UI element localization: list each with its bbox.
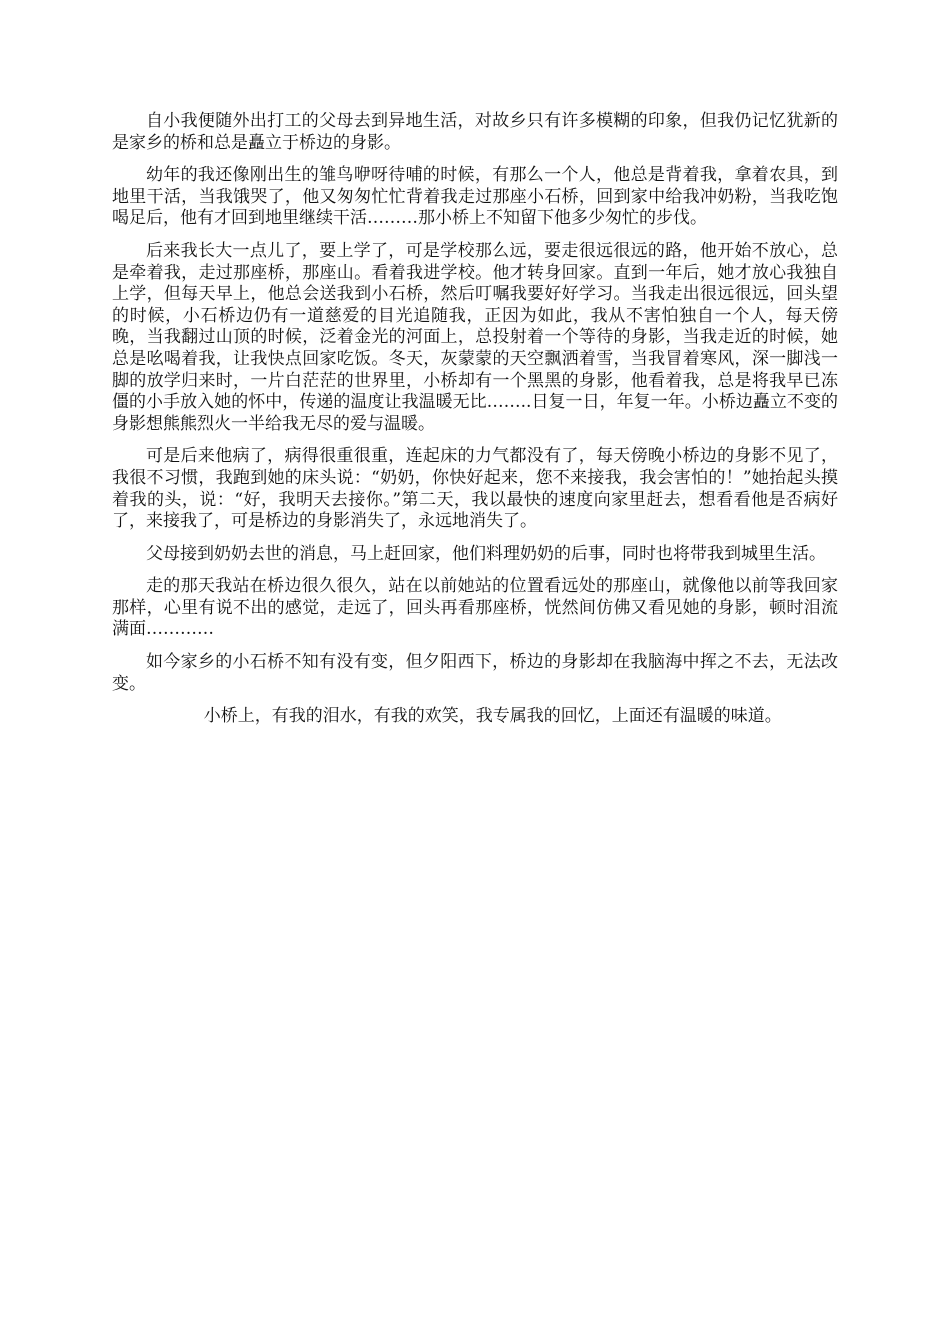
paragraph-7: 如今家乡的小石桥不知有没有变，但夕阳西下，桥边的身影却在我脑海中挥之不去，无法改变。 [112, 652, 838, 694]
closing-paragraph: 小桥上，有我的泪水，有我的欢笑，我专属我的回忆，上面还有温暖的味道。 [203, 706, 782, 727]
document-body [112, 111, 838, 739]
paragraph-5: 父母接到奶奶去世的消息，马上赶回家，他们料理奶奶的后事，同时也将带我到城里生活。 [146, 543, 826, 564]
paragraph-1: 自小我便随外出打工的父母去到异地生活，对故乡只有许多模糊的印象，但我仍记忆犹新的是家乡的桥和总是矗立于桥边的身影。 [112, 111, 838, 153]
paragraph-2: 幼年的我还像刚出生的雏鸟咿呀待哺的时候，有那么一个人，他总是背着我，拿着农具，到地里干活，当我饿哭了，他又匆匆忙忙背着我走过那座小石桥，回到家中给我冲奶粉，当我吃饱喝足后，他有才回到地里继续干活………那小桥上不知留下他多少匆忙的步伐。 [112, 165, 838, 229]
paragraph-3: 后来我长大一点儿了，要上学了，可是学校那么远，要走很远很远的路，他开始不放心，总是牵着我，走过那座桥，那座山。看着我进学校。他才转身回家。直到一年后，她才放心我独自上学，但每天早上，他总会送我到小石桥，然后叮嘱我要好好学习。当我走出很远很远，回头望的时候，小石桥边仍有一道慈爱的目光追随我，正因为如此，我从不害怕独自一个人，每天傍晚，当我翻过山顶的时候，泛着金光的河面上，总投射着一个等待的身影，当我走近的时候，她总是吆喝着我，让我快点回家吃饭。冬天，灰蒙蒙的天空飘洒着雪，当我冒着寒风，深一脚浅一脚的放学归来时，一片白茫茫的世界里，小桥却有一个黑黑的身影，他看着我，总是将我早已冻僵的小手放入她的怀中，传递的温度让我温暖无比……..日复一日，年复一年。小桥边矗立不变的身影想熊熊烈火一半给我无尽的爱与温暖。 [112, 240, 838, 434]
paragraph-6: 走的那天我站在桥边很久很久，站在以前她站的位置看远处的那座山，就像他以前等我回家那样，心里有说不出的感觉，走远了，回头再看那座桥，恍然间仿佛又看见她的身影，顿时泪流满面………… [112, 576, 838, 640]
paragraph-4: 可是后来他病了，病得很重很重，连起床的力气都没有了，每天傍晚小桥边的身影不见了，我很不习惯，我跑到她的床头说：“奶奶，你快好起来，您不来接我，我会害怕的！”她抬起头摸着我的头，说：“好，我明天去接你。”第二天，我以最快的速度向家里赶去，想看看他是否病好了，来接我了，可是桥边的身影消失了，永远地消失了。 [112, 446, 838, 532]
